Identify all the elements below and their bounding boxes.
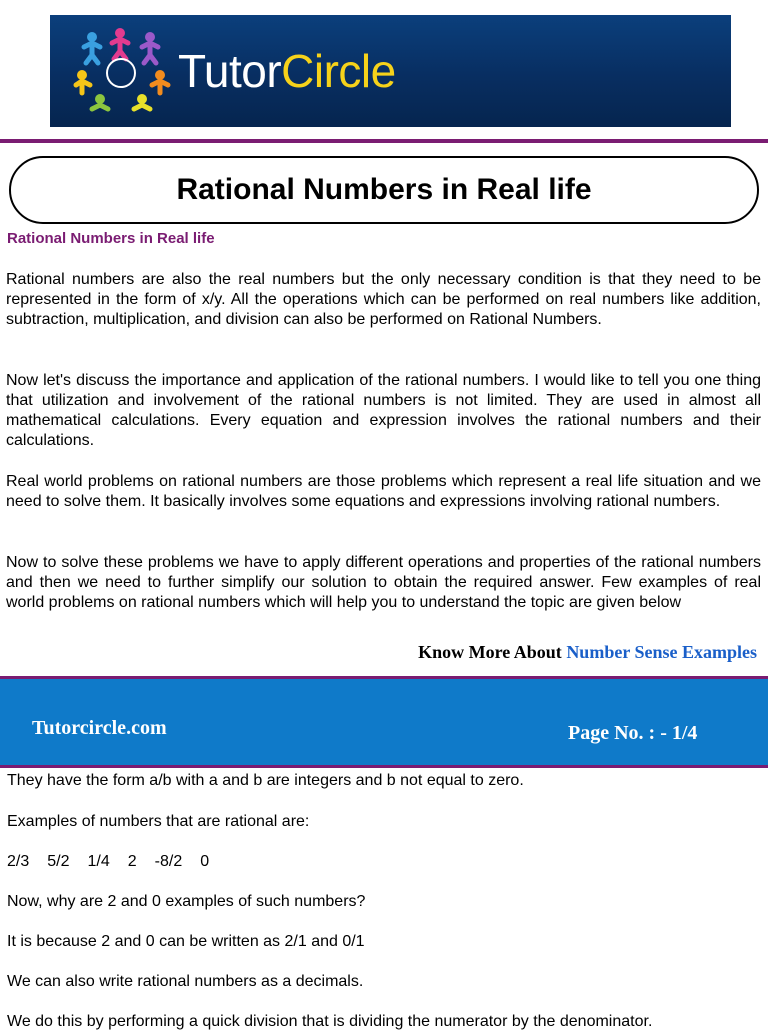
title-box xyxy=(9,156,759,224)
footer-band xyxy=(0,676,768,768)
footer-site: Tutorcircle.com xyxy=(32,717,167,739)
know-more-prefix: Know More About xyxy=(418,642,567,662)
brand-part-1: Tutor xyxy=(178,45,282,97)
number-example: 1/4 xyxy=(87,853,110,870)
tutorcircle-logo-icon xyxy=(72,25,172,117)
section-subheading: Rational Numbers in Real life xyxy=(7,230,215,247)
page-title: Rational Numbers in Real life xyxy=(176,173,592,206)
page-number: Page No. : - 1/4 xyxy=(568,722,698,744)
brand-name xyxy=(178,43,396,99)
text-line-1: They have the form a/b with a and b are integers and b not equal to zero. xyxy=(7,772,524,789)
brand-part-2: Circle xyxy=(281,45,396,97)
header-divider xyxy=(0,139,768,143)
text-line-2: Examples of numbers that are rational are: xyxy=(7,813,310,830)
paragraph-4: Now to solve these problems we have to apply different operations and properties of the rational numbers and then we need to further simplify our solution to obtain the required answer. Few examples of real world problems on rational numbers which will help you to understand the topic are given below xyxy=(6,554,761,611)
know-more xyxy=(418,642,757,663)
text-line-7: We do this by performing a quick division that is dividing the numerator by the denominator. xyxy=(7,1013,653,1030)
number-example: 2/3 xyxy=(7,853,30,870)
header-banner xyxy=(50,15,731,127)
number-examples xyxy=(7,852,227,872)
number-example: -8/2 xyxy=(154,853,183,870)
paragraph-1: Rational numbers are also the real numbers but the only necessary condition is that they need to be represented in the form of x/y. All the operations which can be performed on real numbers like addition, subtraction, multiplication, and division can also be performed on Rational Numbers. xyxy=(6,271,761,328)
number-example: 0 xyxy=(200,853,210,870)
number-sense-examples-link[interactable]: Number Sense Examples xyxy=(566,642,757,662)
text-line-4: Now, why are 2 and 0 examples of such numbers? xyxy=(7,893,366,910)
text-line-5: It is because 2 and 0 can be written as 2/1 and 0/1 xyxy=(7,933,365,950)
number-example: 2 xyxy=(127,853,137,870)
paragraph-3: Real world problems on rational numbers are those problems which represent a real life situation and we need to solve them. It basically involves some equations and expressions involving rational numbers. xyxy=(6,473,761,510)
text-line-6: We can also write rational numbers as a decimals. xyxy=(7,973,364,990)
paragraph-2: Now let's discuss the importance and application of the rational numbers. I would like to tell you one thing that utilization and involvement of the rational numbers is not limited. They are used in almost all mathematical calculations. Every equation and expression involves the rational numbers and their calculations. xyxy=(6,372,761,449)
number-example: 5/2 xyxy=(47,853,70,870)
